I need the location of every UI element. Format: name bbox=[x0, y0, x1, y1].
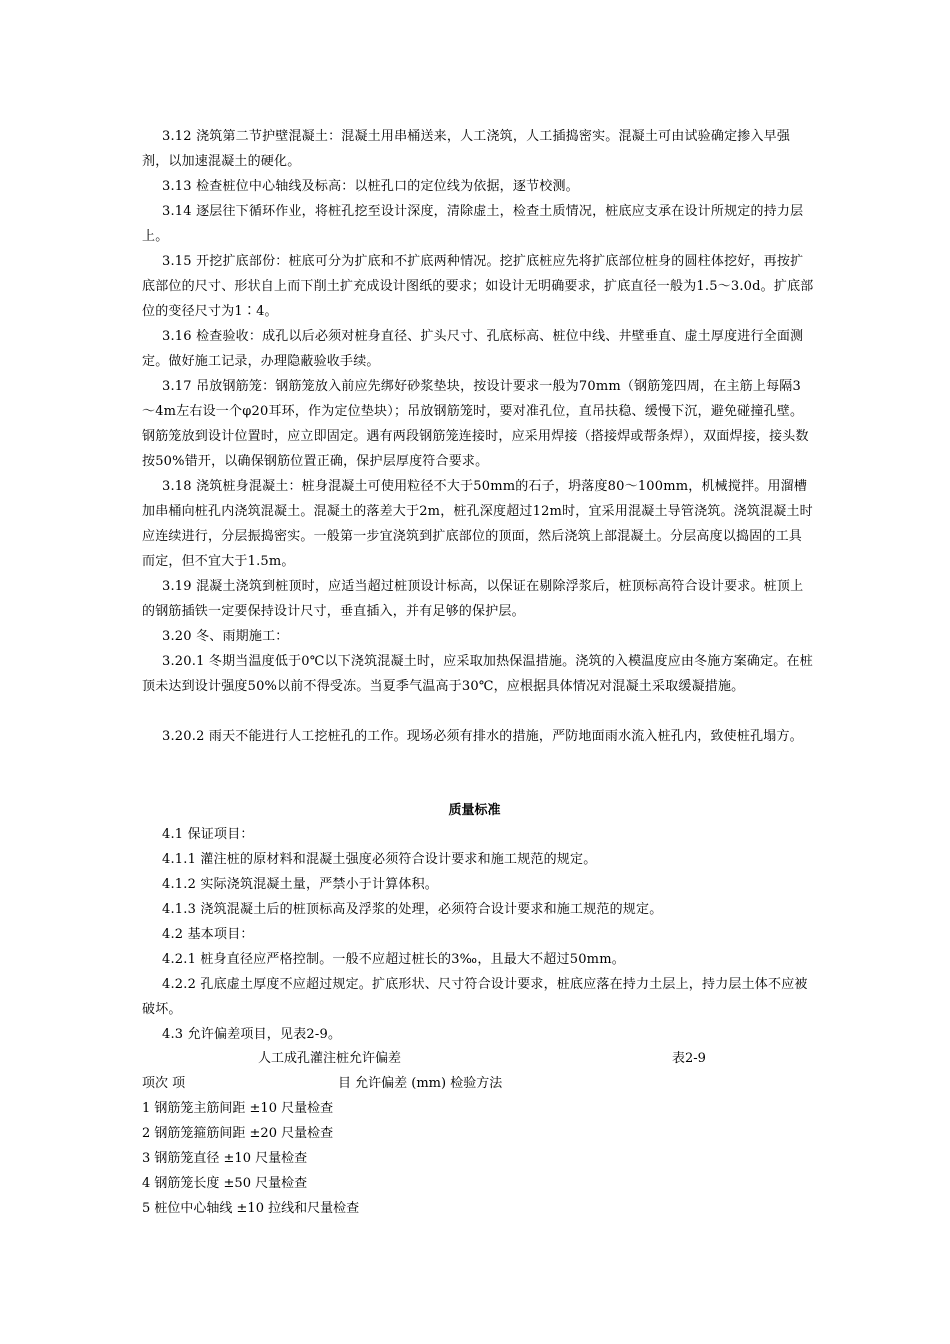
section-title: 质量标准 bbox=[448, 803, 501, 818]
paragraph-3-20-1: 3.20.1 冬期当温度低于0℃以下浇筑混凝土时，应采取加热保温措施。浇筑的入模温度应由冬施方案确定。在桩顶未达到设计强度50%以前不得受冻。当夏季气温高于30℃，应根据具体情况对混凝土采取缓凝措施。 bbox=[142, 654, 813, 694]
table-row: 5 桩位中心轴线 ±10 拉线和尺量检查 bbox=[142, 1201, 360, 1216]
paragraph-4-2: 4.2 基本项目： bbox=[162, 927, 254, 942]
paragraph-4-1: 4.1 保证项目： bbox=[162, 827, 254, 842]
paragraph-3-20: 3.20 冬、雨期施工： bbox=[162, 629, 289, 644]
paragraph-3-15: 3.15 开挖扩底部份：桩底可分为扩底和不扩底两种情况。挖扩底桩应先将扩底部位桩身的圆柱体挖好，再按扩底部位的尺寸、形状自上而下削土扩充成设计图纸的要求；如设计无明确要求，扩底直径一般为1.5～3.0d。扩底部位的变径尺寸为1∶4。 bbox=[142, 254, 814, 319]
table-header-right: 目 允许偏差 (mm) 检验方法 bbox=[338, 1076, 503, 1091]
paragraph-3-19: 3.19 混凝土浇筑到桩顶时，应适当超过桩顶设计标高，以保证在剔除浮浆后，桩顶标高符合设计要求。桩顶上的钢筋插铁一定要保持设计尺寸，垂直插入，并有足够的保护层。 bbox=[142, 579, 804, 619]
paragraph-4-3: 4.3 允许偏差项目，见表2-9。 bbox=[162, 1027, 342, 1042]
paragraph-4-1-3: 4.1.3 浇筑混凝土后的桩顶标高及浮浆的处理，必须符合设计要求和施工规范的规定。 bbox=[162, 902, 663, 917]
paragraph-4-1-1: 4.1.1 灌注桩的原材料和混凝土强度必须符合设计要求和施工规范的规定。 bbox=[162, 852, 597, 867]
table-header-left: 项次 项 bbox=[142, 1076, 186, 1091]
paragraph-4-1-2: 4.1.2 实际浇筑混凝土量，严禁小于计算体积。 bbox=[162, 877, 439, 892]
table-number: 表2-9 bbox=[672, 1051, 706, 1066]
table-row: 2 钢筋笼箍筋间距 ±20 尺量检查 bbox=[142, 1126, 334, 1141]
paragraph-3-13: 3.13 检查桩位中心轴线及标高：以桩孔口的定位线为依据，逐节校测。 bbox=[162, 179, 579, 194]
paragraph-4-2-1: 4.2.1 桩身直径应严格控制。一般不应超过桩长的3‰，且最大不超过50mm。 bbox=[162, 952, 625, 967]
paragraph-3-14: 3.14 逐层往下循环作业，将桩孔挖至设计深度，清除虚土，检查土质情况，桩底应支承在设计所规定的持力层上。 bbox=[142, 204, 804, 244]
paragraph-3-17: 3.17 吊放钢筋笼：钢筋笼放入前应先绑好砂浆垫块，按设计要求一般为70mm（钢筋笼四周，在主筋上每隔3～4m左右设一个φ20耳环，作为定位垫块）；吊放钢筋笼时，要对准孔位，直吊扶稳、缓慢下沉，避免碰撞孔壁。钢筋笼放到设计位置时，应立即固定。遇有两段钢筋笼连接时，应采用焊接（搭接焊或帮条焊），双面焊接，接头数按50%错开，以确保钢筋位置正确，保护层厚度符合要求。 bbox=[142, 379, 809, 469]
paragraph-4-2-2: 4.2.2 孔底虚土厚度不应超过规定。扩底形状、尺寸符合设计要求，桩底应落在持力土层上，持力层土体不应被破坏。 bbox=[142, 977, 808, 1017]
table-row: 4 钢筋笼长度 ±50 尺量检查 bbox=[142, 1176, 308, 1191]
paragraph-3-12: 3.12 浇筑第二节护壁混凝土：混凝土用串桶送来，人工浇筑，人工插捣密实。混凝土可由试验确定掺入早强剂，以加速混凝土的硬化。 bbox=[142, 129, 791, 169]
paragraph-3-16: 3.16 检查验收：成孔以后必须对桩身直径、扩头尺寸、孔底标高、桩位中线、井壁垂直、虚土厚度进行全面测定。做好施工记录，办理隐蔽验收手续。 bbox=[142, 329, 804, 369]
paragraph-3-18: 3.18 浇筑桩身混凝土：桩身混凝土可使用粒径不大于50mm的石子，坍落度80～100mm，机械搅拌。用溜槽加串桶向桩孔内浇筑混凝土。混凝土的落差大于2m，桩孔深度超过12m时，宜采用混凝土导管浇筑。浇筑混凝土时应连续进行，分层振捣密实。一般第一步宜浇筑到扩底部位的顶面，然后浇筑上部混凝土。分层高度以捣固的工具而定，但不宜大于1.5m。 bbox=[142, 479, 813, 569]
table-row: 1 钢筋笼主筋间距 ±10 尺量检查 bbox=[142, 1101, 334, 1116]
table-caption: 人工成孔灌注桩允许偏差 bbox=[258, 1051, 402, 1066]
paragraph-3-20-2: 3.20.2 雨天不能进行人工挖桩孔的工作。现场必须有排水的措施，严防地面雨水流入桩孔内，致使桩孔塌方。 bbox=[162, 729, 803, 744]
table-row: 3 钢筋笼直径 ±10 尺量检查 bbox=[142, 1151, 308, 1166]
